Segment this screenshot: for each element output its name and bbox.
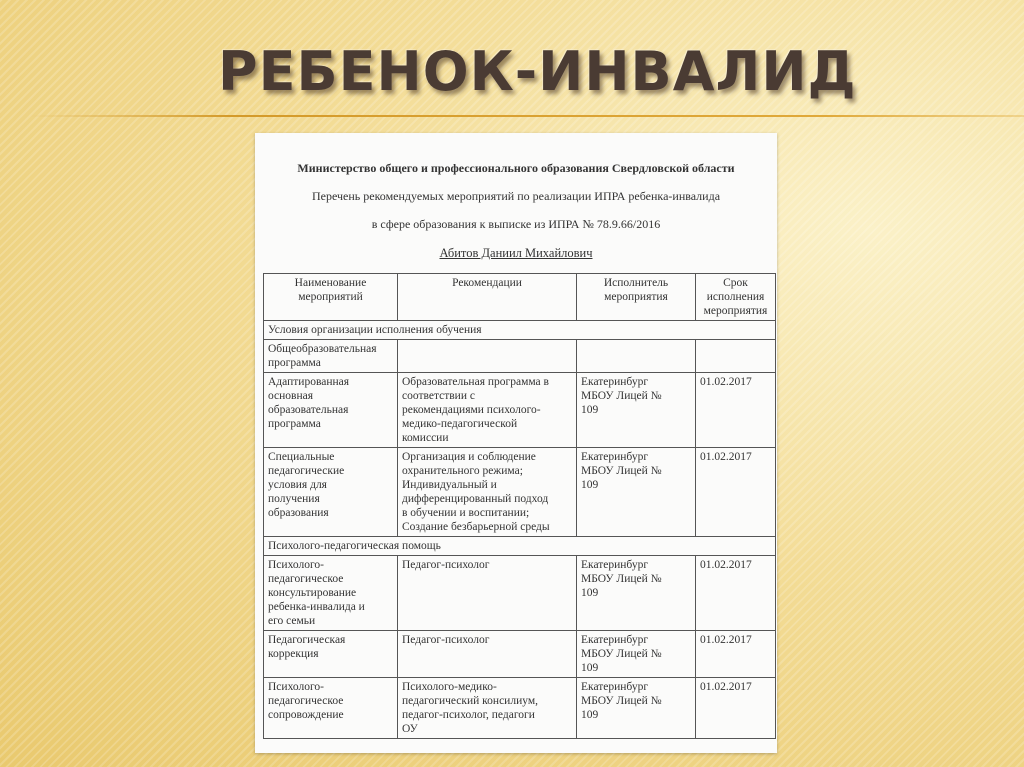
scanned-document — [255, 133, 777, 753]
table-row — [264, 373, 776, 448]
cell-executor: Екатеринбург МБОУ Лицей № 109 — [577, 373, 696, 448]
column-header-deadline: Срок исполнения мероприятия — [696, 274, 776, 321]
cell-recommendation: Педагог-психолог — [398, 556, 577, 631]
table-row — [264, 340, 776, 373]
cell-deadline — [696, 340, 776, 373]
table-row — [264, 556, 776, 631]
table-row — [264, 631, 776, 678]
cell-name: Педагогическая коррекция — [264, 631, 398, 678]
section-title: Условия организации исполнения обучения — [264, 321, 776, 340]
section-title: Психолого-педагогическая помощь — [264, 537, 776, 556]
section-row — [264, 537, 776, 556]
cell-executor — [577, 340, 696, 373]
cell-deadline: 01.02.2017 — [696, 678, 776, 739]
cell-deadline: 01.02.2017 — [696, 631, 776, 678]
cell-name: Общеобразовательная программа — [264, 340, 398, 373]
document-subtitle-line2: в сфере образования к выписке из ИПРА № 78.9.66/2016 — [371, 217, 661, 231]
cell-name: Психолого- педагогическое сопровождение — [264, 678, 398, 739]
cell-executor: Екатеринбург МБОУ Лицей № 109 — [577, 631, 696, 678]
person-name — [255, 246, 777, 261]
cell-deadline: 01.02.2017 — [696, 373, 776, 448]
cell-name: Специальные педагогические условия для получения образования — [264, 448, 398, 537]
section-row — [264, 321, 776, 340]
person-name-text: Абитов Даниил Михайлович — [439, 246, 593, 260]
cell-executor: Екатеринбург МБОУ Лицей № 109 — [577, 678, 696, 739]
document-subtitle-line1: Перечень рекомендуемых мероприятий по реализации ИПРА ребенка-инвалида — [311, 189, 721, 203]
ministry-heading: Министерство общего и профессионального образования Свердловской области — [297, 161, 735, 175]
cell-recommendation: Педагог-психолог — [398, 631, 577, 678]
cell-name: Адаптированная основная образовательная программа — [264, 373, 398, 448]
table-header-row — [264, 274, 776, 321]
table-row — [264, 678, 776, 739]
cell-name: Психолого- педагогическое консультирование ребенка-инвалида и его семьи — [264, 556, 398, 631]
cell-recommendation — [398, 340, 577, 373]
table-row — [264, 448, 776, 537]
cell-recommendation: Организация и соблюдение охранительного режима; Индивидуальный и дифференцированный подход в обучении и воспитании; Создание безбарьерной среды — [398, 448, 577, 537]
cell-recommendation: Психолого-медико- педагогический консилиум, педагог-психолог, педагоги ОУ — [398, 678, 577, 739]
cell-executor: Екатеринбург МБОУ Лицей № 109 — [577, 448, 696, 537]
cell-recommendation: Образовательная программа в соответствии с рекомендациями психолого- медико-педагогической комиссии — [398, 373, 577, 448]
column-header-name: Наименование мероприятий — [264, 274, 398, 321]
slide-title: РЕБЕНОК-ИНВАЛИД — [218, 40, 857, 103]
cell-executor: Екатеринбург МБОУ Лицей № 109 — [577, 556, 696, 631]
column-header-recommendations: Рекомендации — [398, 274, 577, 321]
title-underline — [30, 115, 1024, 117]
ipra-table — [263, 273, 776, 739]
cell-deadline: 01.02.2017 — [696, 448, 776, 537]
cell-deadline: 01.02.2017 — [696, 556, 776, 631]
column-header-executor: Исполнитель мероприятия — [577, 274, 696, 321]
